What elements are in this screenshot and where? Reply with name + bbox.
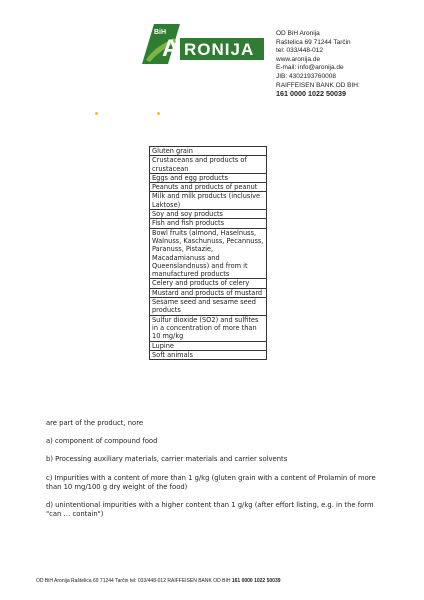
table-row bbox=[150, 341, 267, 350]
logo-initial: A bbox=[162, 35, 180, 62]
yellow-dot-right bbox=[157, 112, 160, 115]
company-info bbox=[276, 30, 422, 99]
table-row bbox=[150, 147, 267, 156]
yellow-dot-left bbox=[95, 112, 98, 115]
allergen-cell: Lupine bbox=[150, 341, 267, 350]
allergen-cell: Sulfur dioxide (SO2) and sulfites in a concentration of more than 10 mg/kg bbox=[150, 315, 267, 341]
allergen-cell: Gluten grain bbox=[150, 147, 267, 156]
table-row bbox=[150, 210, 267, 219]
allergen-cell: Eggs and egg products bbox=[150, 173, 267, 182]
allergen-cell: Bowl fruits (almond, Haselnuss, Walnuss, Kaschunuss, Pecannuss, Paranuss, Pistazie, Macadamianuss and Queenslandnuss) and from it manufactured products bbox=[150, 228, 267, 279]
document-body bbox=[46, 419, 381, 519]
aronija-logo bbox=[140, 20, 265, 68]
table-row bbox=[150, 228, 267, 279]
page-footer bbox=[36, 578, 396, 584]
allergen-cell: Crustaceans and products of crustacean bbox=[150, 156, 267, 174]
company-bank-account: 161 0000 1022 50039 bbox=[276, 89, 346, 99]
allergen-cell: Fish and fish products bbox=[150, 219, 267, 228]
footer-account: 161 0000 1022 50039 bbox=[231, 578, 281, 584]
logo-wordmark: RONIJA bbox=[184, 40, 255, 59]
allergen-cell: Mustard and products of mustard bbox=[150, 288, 267, 297]
item-b: b) Processing auxiliary materials, carrier materials and carrier solvents bbox=[46, 455, 288, 464]
allergen-cell: Soft animals bbox=[150, 350, 267, 359]
item-c: c) Impurities with a content of more than 1 g/kg (gluten grain with a content of Prolamin of more than 10 mg/100 g dry weight of the food) bbox=[46, 473, 376, 491]
table-row bbox=[150, 350, 267, 359]
allergen-cell: Soy and soy products bbox=[150, 210, 267, 219]
company-name: OD BiH Aronija bbox=[276, 30, 320, 37]
company-phone: tel: 033/448-012 bbox=[276, 47, 323, 55]
company-email: E-mail: info@aronija.de bbox=[276, 64, 344, 72]
company-address: Raštelica 69 71244 Tarčin bbox=[276, 38, 351, 46]
company-bank: RAIFFEISEN BANK OD BIH: bbox=[276, 81, 360, 89]
table-row bbox=[150, 183, 267, 192]
item-d: d) unintentional impurities with a higher content than 1 g/kg (after effort listing, e.g. in the form "can … contain") bbox=[46, 501, 374, 519]
table-row bbox=[150, 173, 267, 182]
logo-badge-text: BiH bbox=[154, 29, 167, 36]
table-row bbox=[150, 219, 267, 228]
table-row bbox=[150, 192, 267, 210]
allergen-cell: Milk and milk products (inclusive Laktose) bbox=[150, 192, 267, 210]
table-row bbox=[150, 156, 267, 174]
company-jib: JIB: 4302193760008 bbox=[276, 72, 336, 80]
allergen-cell: Peanuts and products of peanut bbox=[150, 183, 267, 192]
allergen-cell: Celery and products of celery bbox=[150, 279, 267, 288]
allergen-cell: Sesame seed and sesame seed products bbox=[150, 298, 267, 316]
table-row bbox=[150, 298, 267, 316]
footer-text: OD BiH Aronija Raštelica 69 71244 Tarčin tel: 033/448-012 RAIFFEISEN BANK OD BIH bbox=[36, 578, 232, 584]
aronija-logo-graphic bbox=[140, 20, 265, 68]
table-row bbox=[150, 279, 267, 288]
table-row bbox=[150, 288, 267, 297]
table-row bbox=[150, 315, 267, 341]
company-website: www.aronija.de bbox=[276, 55, 321, 63]
allergen-table bbox=[149, 146, 267, 360]
intro-paragraph: are part of the product, nore bbox=[46, 419, 144, 427]
item-a: a) component of compound food bbox=[46, 437, 158, 446]
